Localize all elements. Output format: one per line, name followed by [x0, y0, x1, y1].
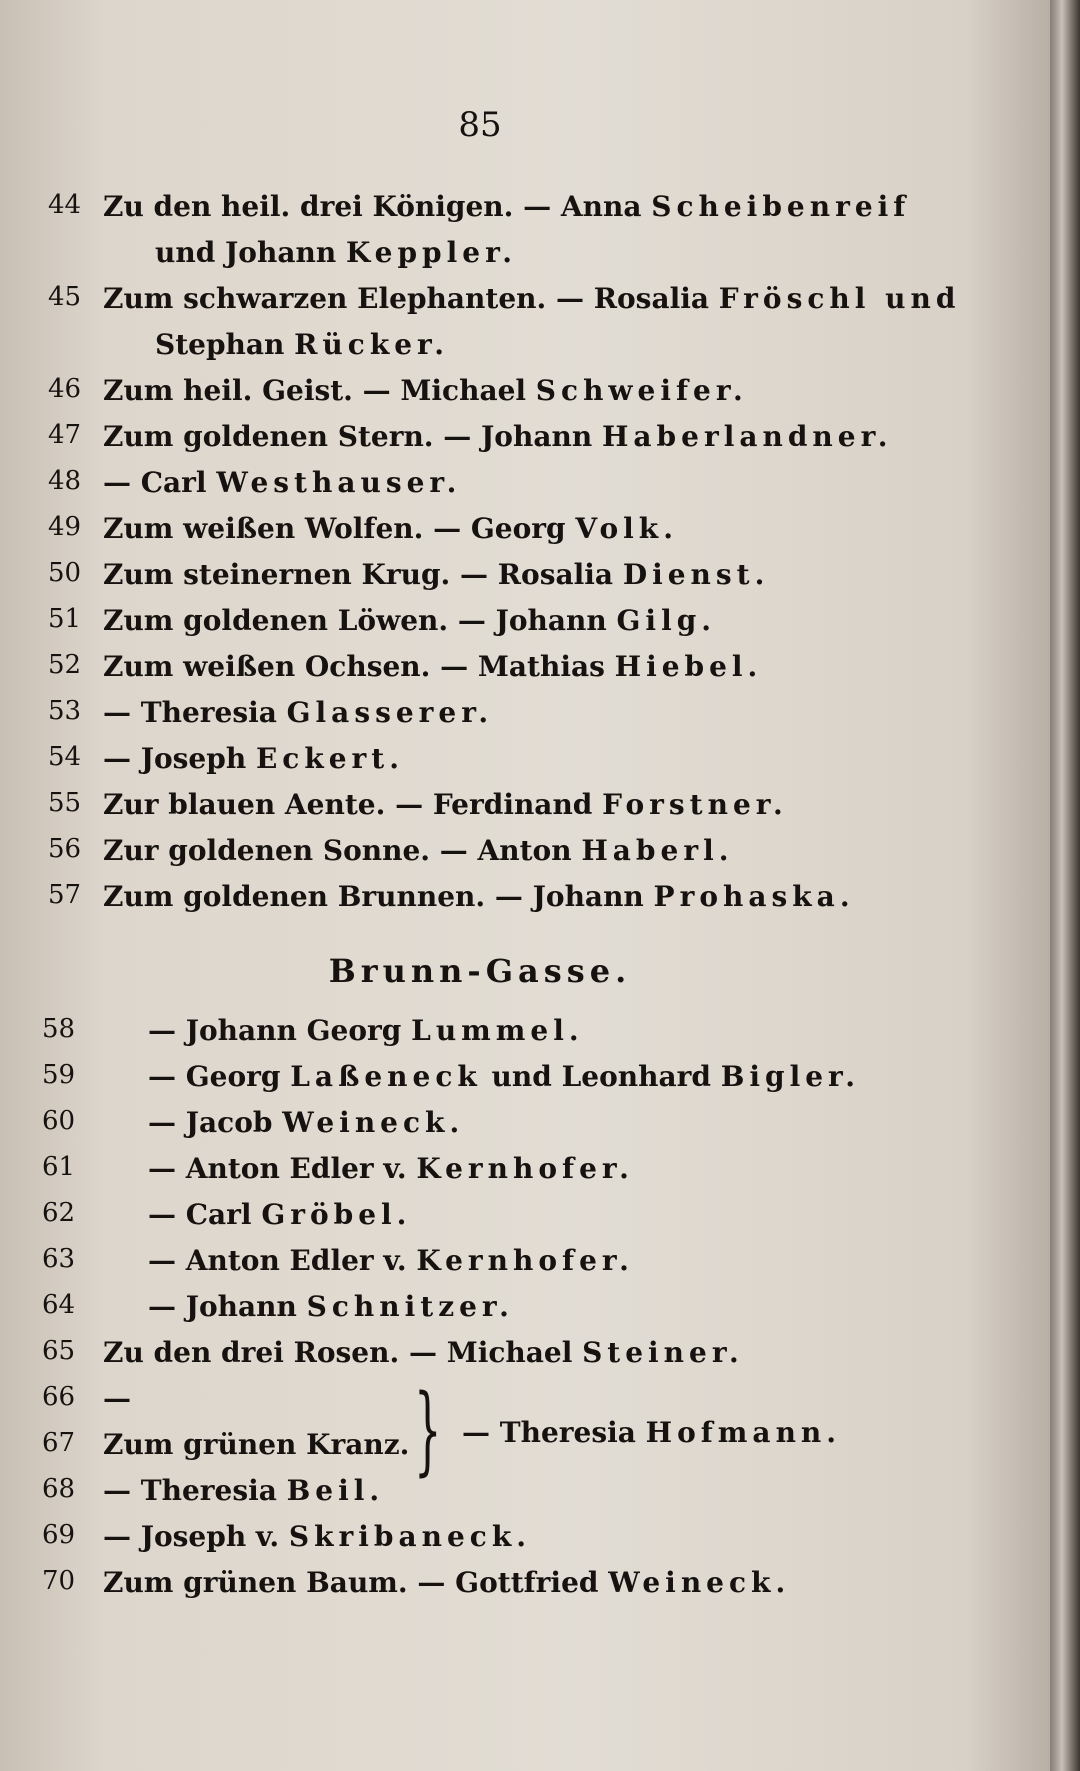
entry-text: Zum goldenen Brunnen. — Johann Prohaska. — [103, 880, 855, 913]
house-number: 70 — [42, 1566, 76, 1596]
entry-line — [0, 880, 960, 926]
entry-text: — Georg Laßeneck und Leonhard Bigler. — [148, 1060, 860, 1093]
entry-text: — Theresia Beil. — [103, 1474, 385, 1507]
entry-text: — Johann Georg Lummel. — [148, 1014, 584, 1047]
entry-text: Zum grünen Baum. — Gottfried Weineck. — [103, 1566, 791, 1599]
entry-text: Zum schwarzen Elephanten. — Rosalia Fröschl und — [103, 282, 961, 315]
entry-text: — Carl Westhauser. — [103, 466, 462, 499]
house-number: 49 — [48, 512, 82, 542]
entry-text: Zum weißen Ochsen. — Mathias Hiebel. — [103, 650, 763, 683]
entry-text: Zum goldenen Stern. — Johann Haberlandner. — [103, 420, 893, 453]
house-number: 57 — [48, 880, 82, 910]
entry-line — [0, 1474, 960, 1520]
house-number: 63 — [42, 1244, 76, 1274]
entry-text: — Theresia Glasserer. — [103, 696, 494, 729]
entry-line — [0, 788, 960, 834]
entry-text: Zum heil. Geist. — Michael Schweifer. — [103, 374, 748, 407]
entry-line — [0, 1520, 960, 1566]
entry-text: — Jacob Weineck. — [148, 1106, 465, 1139]
house-number: 62 — [42, 1198, 76, 1228]
house-number: 45 — [48, 282, 82, 312]
entry-text: — Anton Edler v. Kernhofer. — [148, 1244, 634, 1277]
entry-text: Zum goldenen Löwen. — Johann Gilg. — [103, 604, 717, 637]
house-number: 69 — [42, 1520, 76, 1550]
entry-line — [0, 190, 960, 236]
entry-line — [0, 236, 960, 282]
house-number: 47 — [48, 420, 82, 450]
entry-line — [0, 1244, 960, 1290]
house-number: 53 — [48, 696, 82, 726]
entry-text: — Anton Edler v. Kernhofer. — [148, 1152, 634, 1185]
entry-text: — Carl Gröbel. — [148, 1198, 412, 1231]
entry-line — [0, 650, 960, 696]
house-number: 65 — [42, 1336, 76, 1366]
house-number: 56 — [48, 834, 82, 864]
house-number: 52 — [48, 650, 82, 680]
brace-entry-line — [462, 1416, 942, 1462]
entry-line — [0, 512, 960, 558]
entry-line — [0, 1060, 960, 1106]
entry-line — [0, 834, 960, 880]
entry-line — [0, 1106, 960, 1152]
entry-line — [0, 1566, 960, 1612]
house-number: 50 — [48, 558, 82, 588]
entry-text: Zum grünen Kranz. — [103, 1428, 410, 1461]
house-number: 67 — [42, 1428, 76, 1458]
entry-line — [0, 1152, 960, 1198]
entry-text: — Johann Schnitzer. — [148, 1290, 514, 1323]
entry-text: Zur blauen Aente. — Ferdinand Forstner. — [103, 788, 788, 821]
entry-line — [0, 1198, 960, 1244]
entry-text: — — [103, 1382, 131, 1415]
house-number: 46 — [48, 374, 82, 404]
house-number: 58 — [42, 1014, 76, 1044]
entry-text: Zum weißen Wolfen. — Georg Volk. — [103, 512, 678, 545]
entry-line — [0, 1290, 960, 1336]
entry-text: und Johann Keppler. — [155, 236, 518, 269]
house-number: 66 — [42, 1382, 76, 1412]
page-number: 85 — [458, 105, 502, 145]
house-number: 68 — [42, 1474, 76, 1504]
house-number: 54 — [48, 742, 82, 772]
curly-brace-icon: } — [414, 1374, 442, 1486]
entry-text: Zur goldenen Sonne. — Anton Haberl. — [103, 834, 734, 867]
entry-line — [0, 420, 960, 466]
house-number: 59 — [42, 1060, 76, 1090]
house-number: 55 — [48, 788, 82, 818]
entry-text: Zum steinernen Krug. — Rosalia Dienst. — [103, 558, 770, 591]
entry-line — [0, 466, 960, 512]
entry-text: — Joseph v. Skribaneck. — [103, 1520, 531, 1553]
entry-line — [0, 558, 960, 604]
entry-text: — Joseph Eckert. — [103, 742, 404, 775]
house-number: 60 — [42, 1106, 76, 1136]
entry-line — [0, 604, 960, 650]
house-number: 51 — [48, 604, 82, 634]
entry-text: Stephan Rücker. — [155, 328, 449, 361]
entry-line — [0, 1014, 960, 1060]
entry-text: Zu den heil. drei Königen. — Anna Scheibenreif — [103, 190, 911, 223]
entry-text: Zu den drei Rosen. — Michael Steiner. — [103, 1336, 744, 1369]
house-number: 44 — [48, 190, 82, 220]
entry-line — [0, 282, 960, 328]
house-number: 48 — [48, 466, 82, 496]
entry-line — [0, 742, 960, 788]
section-heading: Brunn-Gasse. — [328, 952, 632, 990]
entry-line — [0, 374, 960, 420]
house-number: 64 — [42, 1290, 76, 1320]
house-number: 61 — [42, 1152, 76, 1182]
entry-line — [0, 696, 960, 742]
entry-text: — Theresia Hofmann. — [462, 1416, 842, 1449]
entry-line — [0, 328, 960, 374]
entry-line — [0, 1336, 960, 1382]
